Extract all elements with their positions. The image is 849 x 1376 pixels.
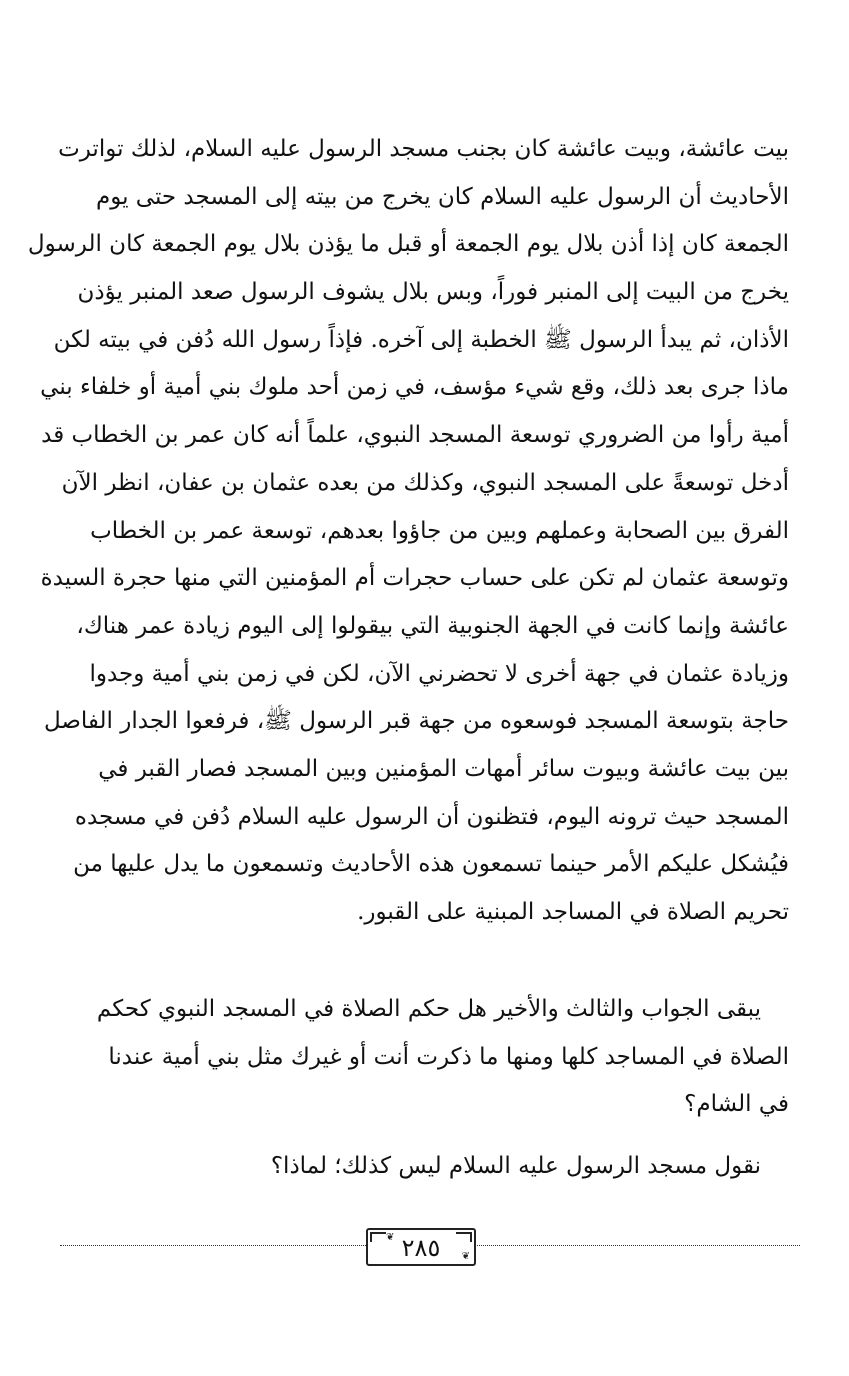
paragraph-2 xyxy=(96,986,789,1129)
text-line: الأذان، ثم يبدأ الرسول ﷺ الخطبة إلى آخره. فإذاً رسول الله دُفن في بيته لكن xyxy=(53,326,789,353)
text-line: الأحاديث أن الرسول عليه السلام كان يخرج من بيته إلى المسجد حتى يوم xyxy=(95,183,789,210)
text-line: الصلاة في المساجد كلها ومنها ما ذكرت أنت أو غيرك مثل بني أمية عندنا xyxy=(108,1043,789,1070)
text-line: الفرق بين الصحابة وعملهم وبين من جاؤوا بعدهم، توسعة عمر بن الخطاب xyxy=(90,517,789,544)
text-line: نقول مسجد الرسول عليه السلام ليس كذلك؛ لماذا؟ xyxy=(270,1153,761,1179)
text-line: أدخل توسعةً على المسجد النبوي، وكذلك من بعده عثمان بن عفان، انظر الآن xyxy=(61,469,789,496)
text-line: فيُشكل عليكم الأمر حينما تسمعون هذه الأحاديث وتسمعون ما يدل عليها من xyxy=(73,851,789,878)
text-line: يخرج من البيت إلى المنبر فوراً، وبس بلال يشوف الرسول صعد المنبر يؤذن xyxy=(77,279,789,306)
text-line: أمية رأوا من الضروري توسعة المسجد النبوي، علماً أنه كان عمر بن الخطاب قد xyxy=(41,422,789,449)
text-line: يبقى الجواب والثالث والأخير هل حكم الصلاة في المسجد النبوي كحكم xyxy=(96,996,761,1022)
text-line: في الشام؟ xyxy=(684,1091,789,1118)
text-line: وزيادة عثمان في جهة أخرى لا تحضرني الآن، لكن في زمن بني أمية وجدوا xyxy=(89,660,789,687)
text-line: عائشة وإنما كانت في الجهة الجنوبية التي بيقولوا إلى اليوم زيادة عمر هناك، xyxy=(76,612,789,639)
text-line: المسجد حيث ترونه اليوم، فتظنون أن الرسول عليه السلام دُفن في مسجده xyxy=(74,803,789,830)
page-number: ٢٨٥ xyxy=(401,1234,441,1262)
paragraph-1 xyxy=(27,126,789,937)
text-line: تحريم الصلاة في المساجد المبنية على القبور. xyxy=(357,899,789,925)
text-line: بيت عائشة، وبيت عائشة كان بجنب مسجد الرسول عليه السلام، لذلك تواترت xyxy=(58,136,789,162)
text-line: الجمعة كان إذا أذن بلال يوم الجمعة أو قبل ما يؤذن بلال يوم الجمعة كان الرسول xyxy=(27,231,789,258)
paragraph-3 xyxy=(115,1143,761,1191)
ornament-icon: ❦ xyxy=(386,1232,395,1243)
text-line: حاجة بتوسعة المسجد فوسعوه من جهة قبر الرسول ﷺ، فرفعوا الجدار الفاصل xyxy=(43,708,789,735)
text-line: وتوسعة عثمان لم تكن على حساب حجرات أم المؤمنين التي منها حجرة السيدة xyxy=(40,565,789,592)
ornament-icon: ❦ xyxy=(461,1251,470,1262)
page-number-frame xyxy=(366,1228,476,1266)
text-line: بين بيت عائشة وبيوت سائر أمهات المؤمنين وبين المسجد فصار القبر في xyxy=(98,755,789,782)
text-line: ماذا جرى بعد ذلك، وقع شيء مؤسف، في زمن أحد ملوك بني أمية أو خلفاء بني xyxy=(40,374,789,401)
